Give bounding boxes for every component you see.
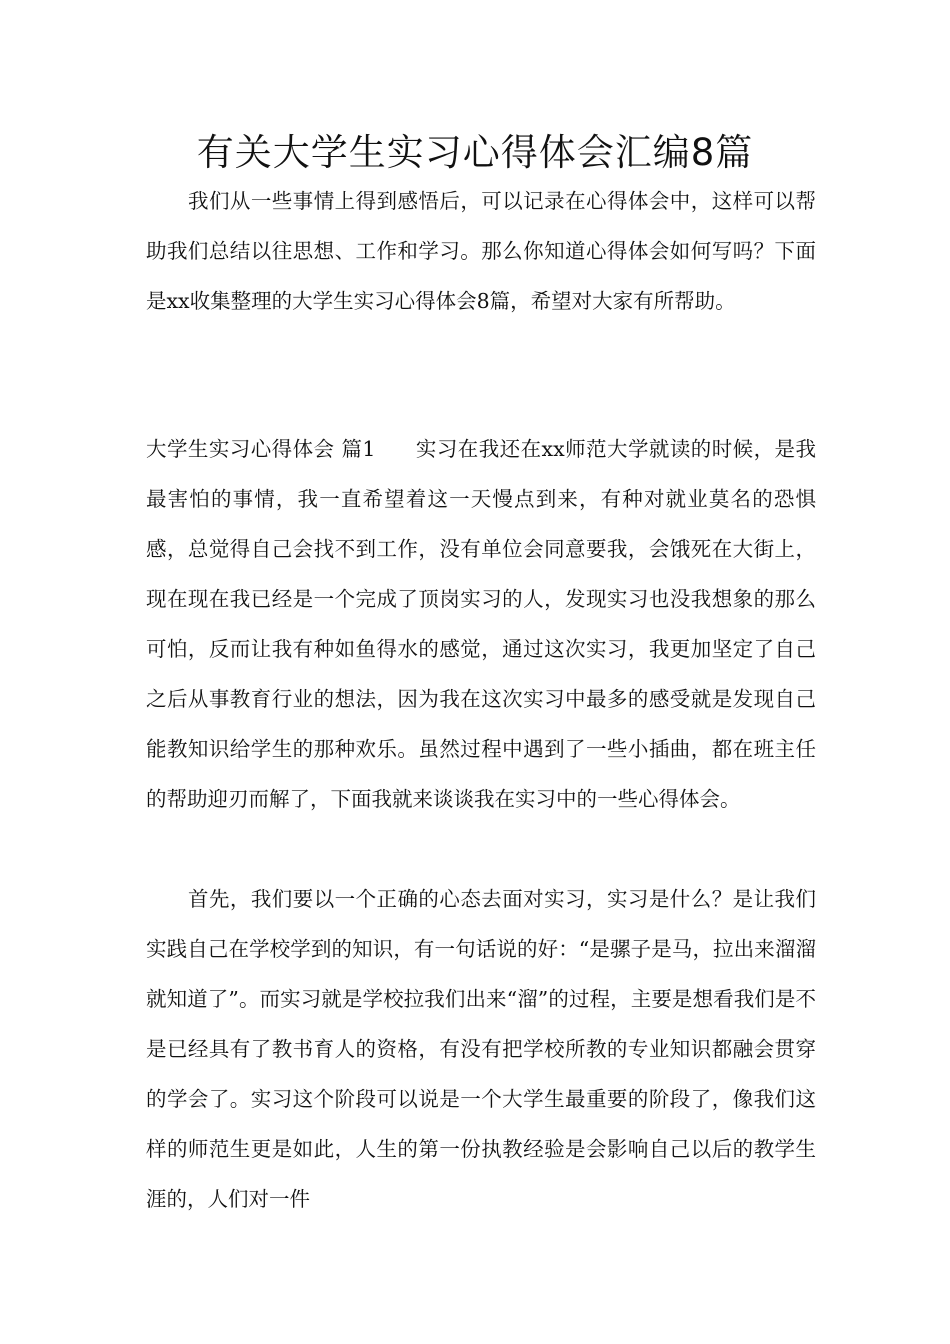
section-1-heading: 大学生实习心得体会 篇1: [146, 437, 376, 461]
section-1-paragraph-1-text: 实习在我还在xx师范大学就读的时候，是我最害怕的事情，我一直希望着这一天慢点到来，有种对就业莫名的恐惧感，总觉得自己会找不到工作，没有单位会同意要我，会饿死在大街上，现在现在我已经是一个完成了顶岗实习的人，发现实习也没我想象的那么可怕，反而让我有种如鱼得水的感觉，通过这次实习，我更加坚定了自己之后从事教育行业的想法，因为我在这次实习中最多的感受就是发现自己能教知识给学生的那种欢乐。虽然过程中遇到了一些小插曲，都在班主任的帮助迎刃而解了，下面我就来谈谈我在实习中的一些心得体会。: [146, 437, 817, 811]
section-1-paragraph-1: [146, 424, 816, 824]
intro-paragraph: 我们从一些事情上得到感悟后，可以记录在心得体会中，这样可以帮助我们总结以往思想、工作和学习。那么你知道心得体会如何写吗？下面是xx收集整理的大学生实习心得体会8篇，希望对大家有所帮助。: [146, 189, 816, 313]
document-title: 有关大学生实习心得体会汇编8篇: [196, 131, 754, 174]
section-1-paragraph-2: 首先，我们要以一个正确的心态去面对实习，实习是什么？是让我们实践自己在学校学到的知识，有一句话说的好：“是骡子是马，拉出来溜溜就知道了”。而实习就是学校拉我们出来“溜”的过程，主要是想看我们是不是已经具有了教书育人的资格，有没有把学校所教的专业知识都融会贯穿的学会了。实习这个阶段可以说是一个大学生最重要的阶段了，像我们这样的师范生更是如此，人生的第一份执教经验是会影响自己以后的教学生涯的，人们对一件: [146, 887, 816, 1211]
